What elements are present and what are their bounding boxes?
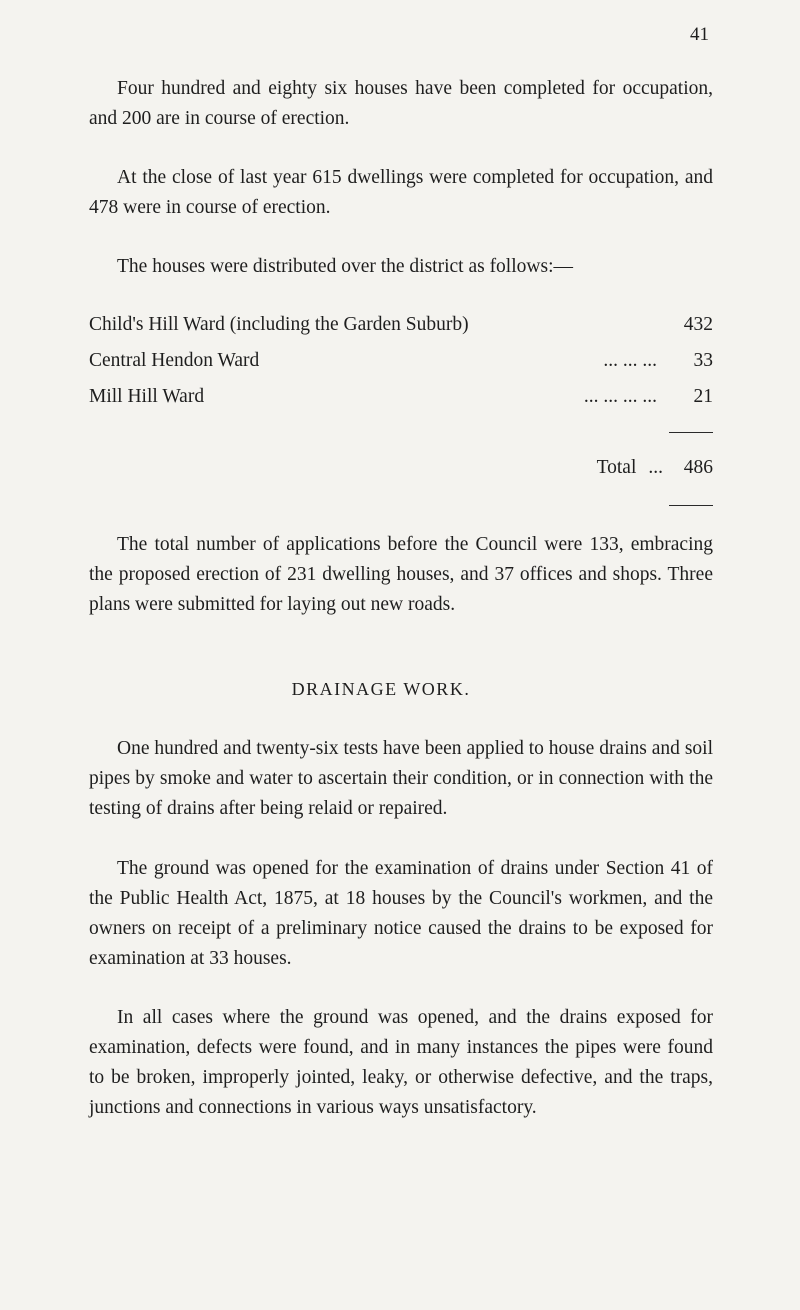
paragraph-drain-tests: One hundred and twenty-six tests have been applied to house drains and soil pipes by smoke and water to ascertain their condition, or in connection with the testing of drains after being relaid or repaired. bbox=[89, 738, 713, 819]
paragraph-applications: The total number of applications before the Council were 133, embracing the proposed erection of 231 dwelling houses, and 37 offices and shops. Three plans were submitted for laying out new roads. bbox=[89, 534, 713, 615]
total-row bbox=[89, 453, 713, 483]
total-rule-bottom bbox=[669, 505, 713, 506]
page-body bbox=[89, 74, 713, 1123]
ward-value: 21 bbox=[693, 386, 713, 407]
ward-row bbox=[89, 310, 713, 340]
ward-row bbox=[89, 382, 713, 412]
paragraph-ground-opened: The ground was opened for the examination of drains under Section 41 of the Public Health Act, 1875, at 18 houses by the Council's workmen, and the owners on receipt of a preliminary notice caused the drains to be exposed for examination at 33 houses. bbox=[89, 858, 713, 969]
total-rule-top bbox=[669, 432, 713, 433]
total-leader: ... bbox=[648, 457, 663, 478]
ward-distribution-table bbox=[89, 310, 713, 506]
ward-leader: ... ... ... ... bbox=[583, 386, 657, 407]
paragraph-houses-completed: Four hundred and eighty six houses have been completed for occupation, and 200 are in course of erection. bbox=[89, 78, 713, 129]
paragraph-last-year: At the close of last year 615 dwellings were completed for occupation, and 478 were in course of erection. bbox=[89, 167, 713, 218]
ward-value: 33 bbox=[693, 350, 713, 371]
page-number: 41 bbox=[690, 24, 709, 45]
paragraph-distribution-intro: The houses were distributed over the district as follows:— bbox=[117, 256, 573, 277]
total-value: 486 bbox=[683, 457, 713, 478]
ward-name: Central Hendon Ward bbox=[89, 350, 260, 371]
ward-name: Mill Hill Ward bbox=[89, 386, 205, 407]
ward-row bbox=[89, 346, 713, 376]
total-label: Total bbox=[596, 457, 637, 478]
paragraph-defects-found: In all cases where the ground was opened, and the drains exposed for examination, defects were found, and in many instances the pipes were found to be broken, improperly jointed, leaky, or otherwise defective, and the traps, junctions and connections in various ways unsatisfactory. bbox=[89, 1007, 713, 1118]
ward-value: 432 bbox=[683, 314, 713, 335]
ward-name: Child's Hill Ward (including the Garden Suburb) bbox=[89, 314, 469, 335]
ward-leader: ... ... ... bbox=[603, 350, 657, 371]
section-heading: DRAINAGE WORK. bbox=[291, 679, 471, 699]
